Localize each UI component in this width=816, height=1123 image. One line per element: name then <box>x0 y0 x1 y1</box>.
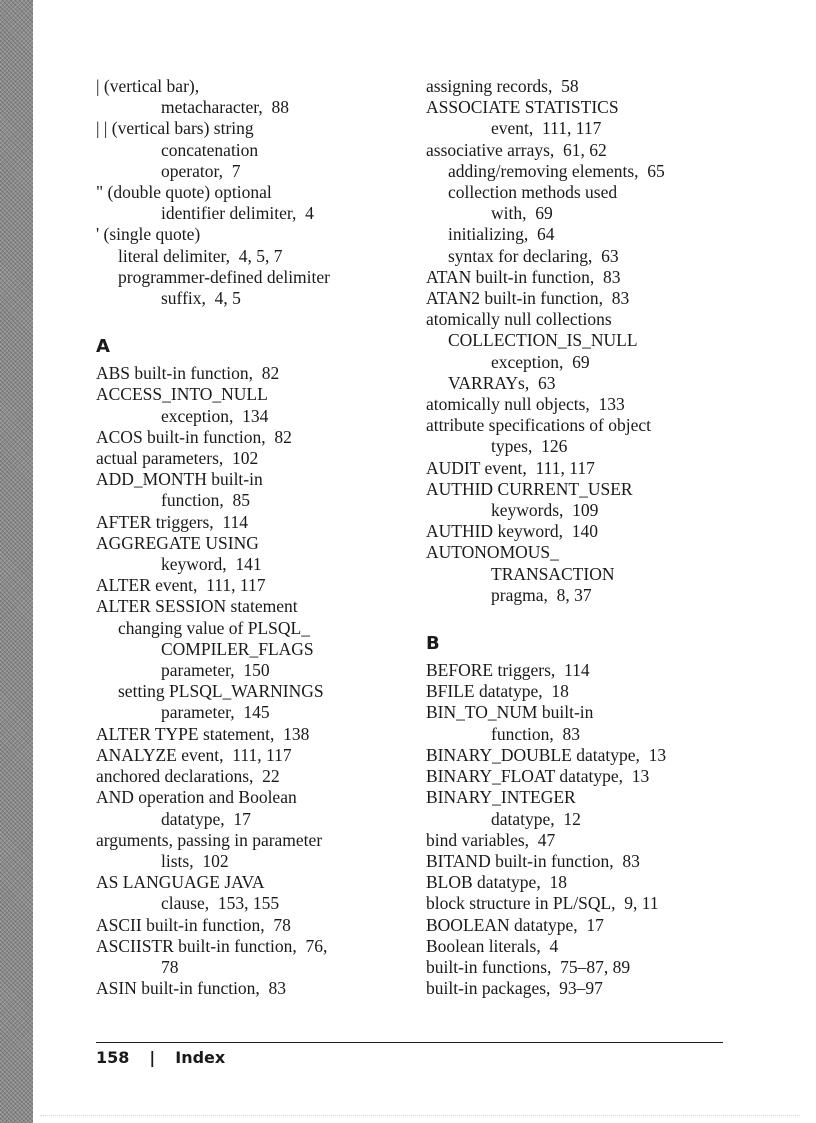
footer-separator: | <box>149 1048 156 1067</box>
index-entry: ALTER SESSION statement <box>96 596 298 617</box>
index-entry: AUTHID keyword, 140 <box>426 521 599 542</box>
index-entry: AUTONOMOUS_ TRANSACTION pragma, 8, 37 <box>426 542 615 605</box>
index-entry: built-in functions, 75–87, 89 <box>426 956 631 977</box>
index-entry: ASCII built-in function, 78 <box>96 914 291 935</box>
index-entry: assigning records, 58 <box>426 76 579 96</box>
index-entry: anchored declarations, 22 <box>96 766 280 787</box>
index-entry: block structure in PL/SQL, 9, 11 <box>426 893 659 914</box>
page-edge-stripe <box>0 0 33 1123</box>
index-entry: ASCIISTR built-in function, 76, 78 <box>96 935 328 977</box>
index-entry: BOOLEAN datatype, 17 <box>426 914 604 935</box>
index-entry: BLOB datatype, 18 <box>426 872 567 893</box>
index-column-right <box>426 76 736 999</box>
index-subentry: setting PLSQL_WARNINGS parameter, 145 <box>118 681 324 723</box>
index-subentry: literal delimiter, 4, 5, 7 <box>118 245 283 266</box>
index-entry: built-in packages, 93–97 <box>426 978 603 999</box>
index-entry: BINARY_FLOAT datatype, 13 <box>426 766 650 787</box>
index-subentry: COLLECTION_IS_NULL exception, 69 <box>448 330 638 372</box>
left-pre-entries <box>96 76 396 309</box>
index-entry: | | (vertical bars) string concatenation operator, 7 <box>96 118 259 181</box>
index-entry: ASIN built-in function, 83 <box>96 978 287 999</box>
index-entry: AND operation and Boolean datatype, 17 <box>96 787 297 829</box>
index-entry: Boolean literals, 4 <box>426 935 559 956</box>
index-entry: ATAN built-in function, 83 <box>426 266 621 287</box>
index-entry: ANALYZE event, 111, 117 <box>96 744 292 765</box>
index-entry: atomically null objects, 133 <box>426 394 625 415</box>
page-footer <box>96 1048 225 1068</box>
right-pre-entries <box>426 76 736 606</box>
index-entry: bind variables, 47 <box>426 829 556 850</box>
index-entry: BITAND built-in function, 83 <box>426 850 640 871</box>
footer-rule <box>96 1042 723 1043</box>
index-entry: BINARY_DOUBLE datatype, 13 <box>426 744 667 765</box>
index-entry: BEFORE triggers, 114 <box>426 660 590 681</box>
index-entry: AUDIT event, 111, 117 <box>426 457 595 478</box>
index-entry: AFTER triggers, 114 <box>96 511 248 532</box>
index-entry: attribute specifications of object types, 126 <box>426 415 651 457</box>
index-entry: AGGREGATE USING keyword, 141 <box>96 532 262 575</box>
index-entry: ' (single quote) <box>96 224 201 245</box>
index-entry: BFILE datatype, 18 <box>426 681 569 702</box>
index-entry: actual parameters, 102 <box>96 448 259 469</box>
index-subentry: collection methods used with, 69 <box>448 182 618 224</box>
index-entry: | (vertical bar), metacharacter, 88 <box>96 76 290 118</box>
footer-section-title: Index <box>175 1048 226 1067</box>
index-entry: atomically null collections <box>426 309 612 330</box>
index-subentry: adding/removing elements, 65 <box>448 160 665 181</box>
index-subentry: initializing, 64 <box>448 224 555 245</box>
index-entry: ACCESS_INTO_NULL exception, 134 <box>96 384 269 426</box>
index-entry: ASSOCIATE STATISTICS event, 111, 117 <box>426 97 619 139</box>
index-column-left <box>96 76 396 999</box>
index-entry: ACOS built-in function, 82 <box>96 426 292 447</box>
index-entry: ATAN2 built-in function, 83 <box>426 288 630 309</box>
index-entry: " (double quote) optional identifier delimiter, 4 <box>96 182 314 224</box>
page-bottom-edge <box>40 1115 800 1116</box>
index-entry: BIN_TO_NUM built-in function, 83 <box>426 702 594 744</box>
index-entry: AS LANGUAGE JAVA clause, 153, 155 <box>96 872 280 914</box>
index-entry: ADD_MONTH built-in function, 85 <box>96 469 263 511</box>
index-entry: arguments, passing in parameter lists, 102 <box>96 829 323 871</box>
index-entry: ABS built-in function, 82 <box>96 363 280 384</box>
section-letter-a: A <box>96 336 110 358</box>
index-subentry: syntax for declaring, 63 <box>448 245 619 266</box>
left-entries <box>96 363 396 999</box>
right-entries <box>426 660 736 999</box>
index-subentry: programmer-defined delimiter suffix, 4, 5 <box>118 266 330 309</box>
index-entry: associative arrays, 61, 62 <box>426 139 607 160</box>
index-entry: AUTHID CURRENT_USER keywords, 109 <box>426 478 633 521</box>
page-number: 158 <box>96 1048 130 1067</box>
section-letter-b: B <box>426 633 440 655</box>
index-entry: ALTER TYPE statement, 138 <box>96 723 310 744</box>
index-subentry: changing value of PLSQL_ COMPILER_FLAGS parameter, 150 <box>118 617 314 681</box>
index-entry: ALTER event, 111, 117 <box>96 575 266 596</box>
index-subentry: VARRAYs, 63 <box>448 372 556 393</box>
index-entry: BINARY_INTEGER datatype, 12 <box>426 787 581 829</box>
